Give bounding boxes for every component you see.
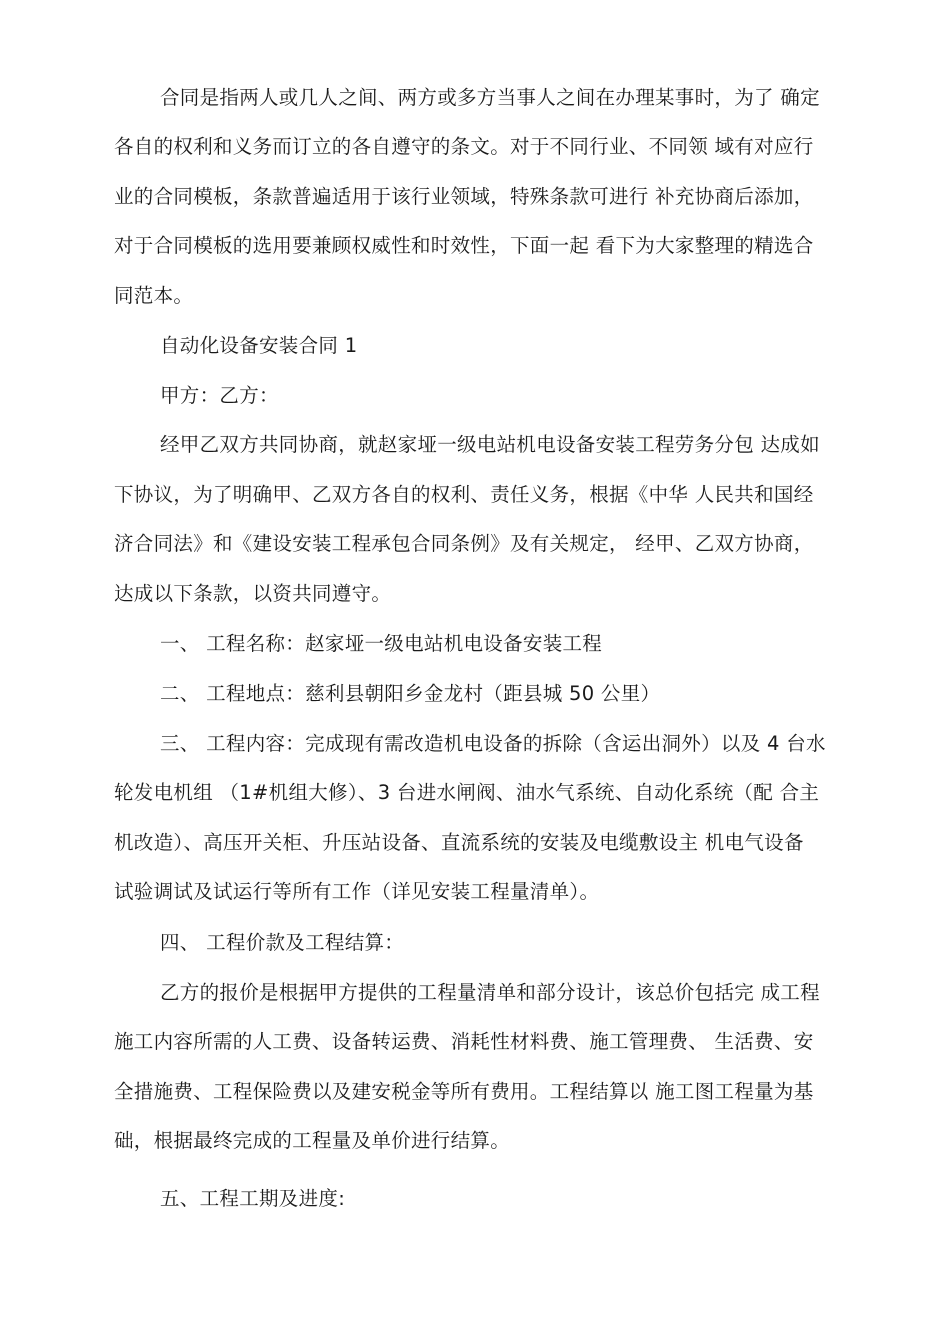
contract-title: 自动化设备安装合同 1 [160,334,358,357]
intro-line-2: 各自的权利和义务而订立的各自遵守的条文。对于不同行业、不同领 域有对应行 [114,135,814,158]
clause-4-line-2: 施工内容所需的人工费、设备转运费、消耗性材料费、施工管理费、 生活费、安 [114,1030,814,1053]
intro-line-3: 业的合同模板，条款普遍适用于该行业领域，特殊条款可进行 补充协商后添加， [114,185,814,208]
intro-line-1: 合同是指两人或几人之间、两方或多方当事人之间在办理某事时，为了 确定 [160,86,820,109]
clause-3-line-1: 三、 工程内容：完成现有需改造机电设备的拆除（含运出洞外）以及 4 台水 [160,732,826,755]
clause-5-heading: 五、工程工期及进度: [160,1187,346,1210]
clause-4-line-1: 乙方的报价是根据甲方提供的工程量清单和部分设计，该总价包括完 成工程 [160,981,820,1004]
preamble-line-1: 经甲乙双方共同协商，就赵家垭一级电站机电设备安装工程劳务分包 达成如 [160,433,820,456]
clause-4-line-3: 全措施费、工程保险费以及建安税金等所有费用。工程结算以 施工图工程量为基 [114,1080,814,1103]
parties-line: 甲方：乙方： [160,384,279,407]
clause-4-heading: 四、 工程价款及工程结算： [160,931,405,954]
preamble-line-2: 下协议，为了明确甲、乙双方各自的权利、责任义务，根据《中华 人民共和国经 [114,483,814,506]
preamble-line-4: 达成以下条款，以资共同遵守。 [114,582,392,605]
clause-4-line-4: 础，根据最终完成的工程量及单价进行结算。 [114,1129,511,1152]
clause-3-line-3: 机改造）、高压开关柜、升压站设备、直流系统的安装及电缆敷设主 机电气设备 [114,831,804,854]
clause-3-line-4: 试验调试及试运行等所有工作（详见安装工程量清单）。 [114,880,600,903]
clause-3-line-2: 轮发电机组 （1#机组大修）、3 台进水闸阀、油水气系统、自动化系统（配 合主 [114,781,820,804]
clause-2: 二、 工程地点：慈利县朝阳乡金龙村（距县城 50 公里） [160,682,661,705]
clause-1: 一、 工程名称：赵家垭一级电站机电设备安装工程 [160,632,603,655]
preamble-line-3: 济合同法》和《建设安装工程承包合同条例》及有关规定， 经甲、乙双方协商， [114,532,814,555]
intro-line-4: 对于合同模板的选用要兼顾权威性和时效性，下面一起 看下为大家整理的精选合 [114,234,814,257]
intro-line-5: 同范本。 [114,284,194,307]
